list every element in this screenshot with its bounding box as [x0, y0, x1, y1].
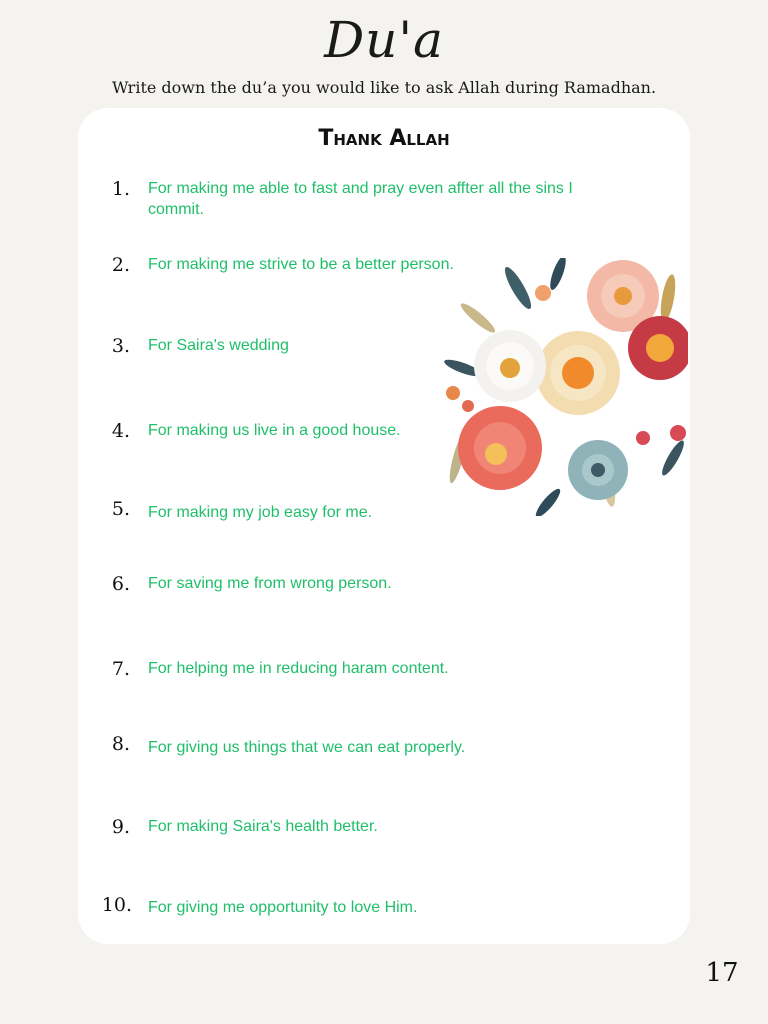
item-number: 4. — [111, 420, 130, 442]
page-subtitle: Write down the du’a you would like to ask Allah during Ramadhan. — [111, 78, 657, 97]
item-number: 2. — [111, 254, 130, 276]
item-number: 7. — [111, 658, 130, 680]
page-number: 17 — [705, 958, 739, 988]
page-title: Du'a — [324, 11, 444, 69]
item-text: For helping me in reducing haram content. — [148, 660, 449, 677]
dua-card — [78, 108, 690, 944]
coral-flower — [458, 406, 542, 490]
item-text: For making us live in a good house. — [148, 422, 401, 439]
item-text: For Saira's wedding — [148, 337, 289, 354]
item-number: 5. — [111, 498, 130, 520]
card-heading: Thank Allah — [318, 126, 450, 151]
item-number: 6. — [111, 573, 130, 595]
blue-flower — [568, 440, 628, 500]
item-number: 10. — [101, 894, 132, 916]
item-text: For saving me from wrong person. — [148, 575, 392, 592]
item-text: For making me strive to be a better person. — [148, 256, 454, 273]
item-text: For making Saira's health better. — [148, 818, 378, 835]
item-text: For making me able to fast and pray even affter all the sins I commit. — [148, 180, 573, 218]
item-text: For giving me opportunity to love Him. — [148, 899, 418, 916]
flower-bouquet-image — [438, 258, 688, 516]
white-flower — [474, 330, 546, 402]
item-number: 1. — [111, 178, 130, 200]
item-text: For making my job easy for me. — [148, 504, 373, 521]
cream-flower — [536, 331, 620, 415]
item-number: 3. — [111, 335, 130, 357]
item-number: 8. — [111, 733, 130, 755]
item-text: For giving us things that we can eat properly. — [148, 739, 466, 756]
item-number: 9. — [111, 816, 130, 838]
